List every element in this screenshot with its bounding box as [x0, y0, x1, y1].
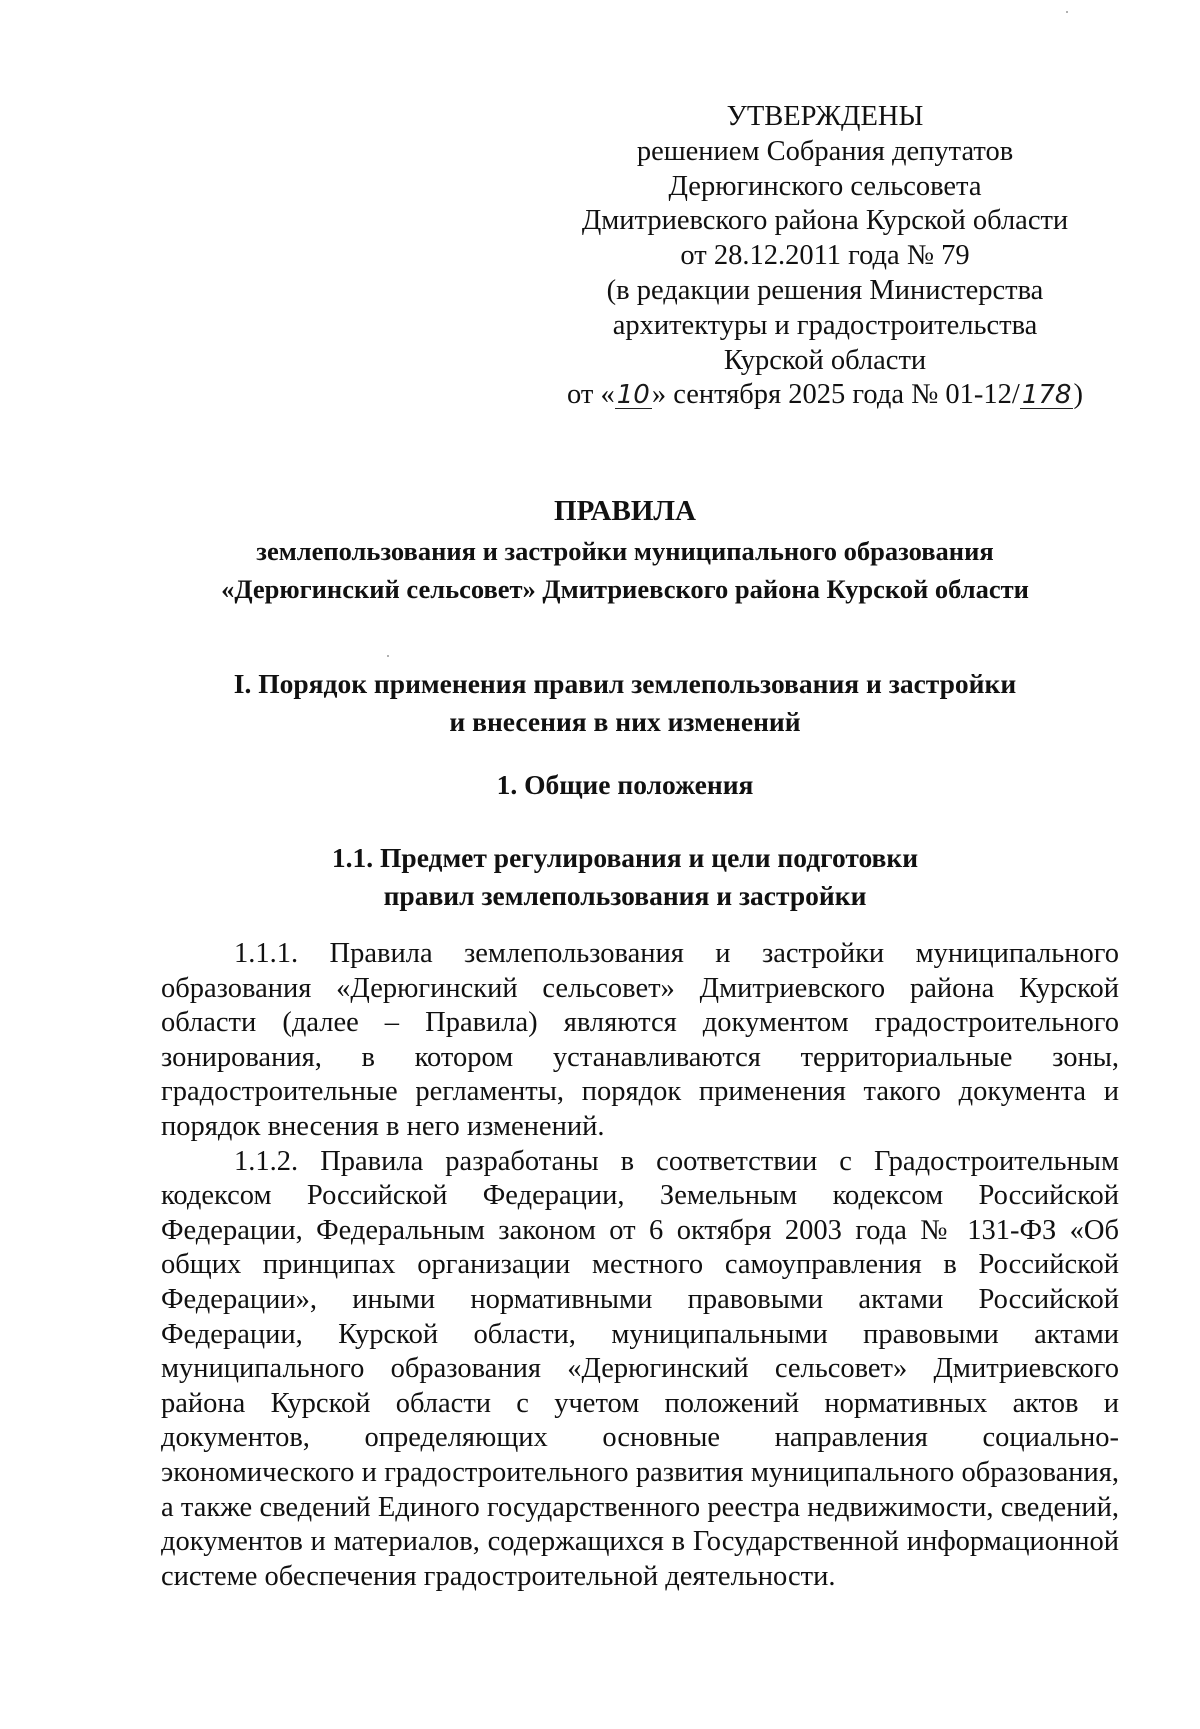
- document-subtitle: [120, 532, 1130, 608]
- handwritten-day: 10: [616, 380, 650, 411]
- chapter-heading: 1. Общие положения: [496, 769, 754, 800]
- approval-heading: УТВЕРЖДЕНЫ: [726, 101, 924, 132]
- subtitle-line: «Дерюгинский сельсовет» Дмитриевского района Курской области: [221, 574, 1029, 604]
- section-heading: [120, 665, 1130, 741]
- body-text: [161, 937, 1119, 1594]
- edition-date-suffix: ): [1073, 379, 1083, 411]
- document-title: ПРАВИЛА: [554, 495, 696, 527]
- section-heading-line: I. Порядок применения правил землепользования и застройки: [233, 668, 1017, 699]
- edition-date-middle: » сентября 2025 года № 01-12/: [651, 379, 1020, 411]
- approval-line: архитектуры и градостроительства: [612, 309, 1038, 341]
- approval-edition-date-line: [560, 378, 1090, 413]
- scan-speck: [1066, 11, 1068, 13]
- scan-speck: [387, 655, 389, 657]
- approval-line: (в редакции решения Министерства: [606, 274, 1044, 306]
- approval-line: Курской области: [723, 344, 927, 376]
- edition-date-prefix: от «: [567, 379, 615, 411]
- subsection-heading-line: правил землепользования и застройки: [383, 880, 867, 911]
- subtitle-line: землепользования и застройки муниципального образования: [256, 536, 994, 566]
- subsection-heading-line: 1.1. Предмет регулирования и цели подготовки: [331, 842, 919, 873]
- subsection-heading: [120, 839, 1130, 915]
- approval-line: решением Собрания депутатов: [636, 135, 1014, 167]
- approval-line: Дмитриевского района Курской области: [581, 205, 1069, 237]
- approval-stamp-block: [560, 100, 1090, 413]
- approval-date-line: от 28.12.2011 года № 79: [680, 240, 970, 272]
- handwritten-number: 178: [1021, 380, 1072, 411]
- paragraph-1-1-1: 1.1.1. Правила землепользования и застройки муниципального образования «Дерюгинский сельсовет» Дмитриевского района Курской области (далее – Правила) являются документом градостроительного зонирования, в котором устанавливаются территориальные зоны, градостроительные регламенты, порядок применения такого документа и порядок внесения в него изменений.: [161, 938, 1119, 1142]
- section-heading-line: и внесения в них изменений: [449, 706, 801, 737]
- approval-line: Дерюгинского сельсовета: [668, 170, 982, 202]
- paragraph-1-1-2: 1.1.2. Правила разработаны в соответствии с Градостроительным кодексом Российской Федерации, Земельным кодексом Российской Федерации, Федеральным законом от 6 октября 2003 года № 131-ФЗ «Об общих принципах организации местного самоуправления в Российской Федерации», иными нормативными правовыми актами Российской Федерации, Курской области, муниципальными правовыми актами муниципального образования «Дерюгинский сельсовет» Дмитриевского района Курской области с учетом положений нормативных актов и документов, определяющих основные направления социально-экономического и градостроительного развития муниципального образования, а также сведений Единого государственного реестра недвижимости, сведений, документов и материалов, содержащихся в Государственной информационной системе обеспечения градостроительной деятельности.: [161, 1145, 1119, 1592]
